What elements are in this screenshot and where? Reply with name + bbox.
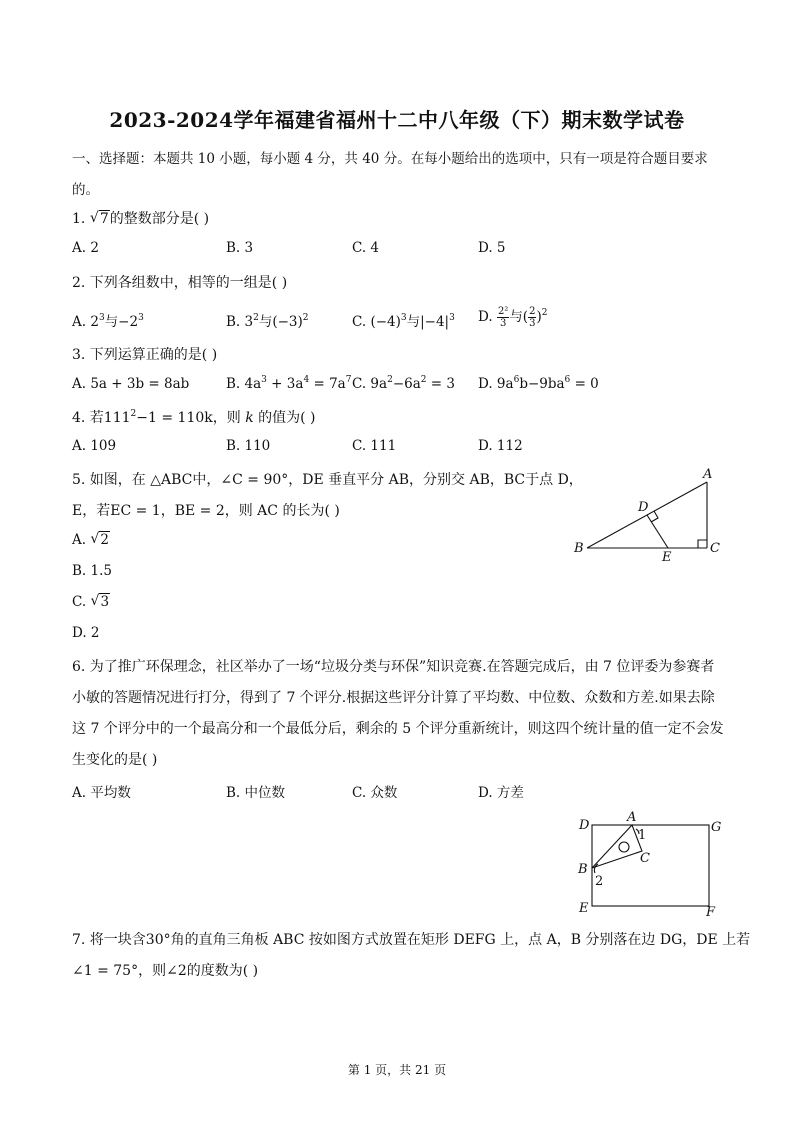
question-7-figure	[570, 808, 730, 923]
question-4: 4. 若$111^2-1 = 110k$，则 k 的值为( )	[72, 409, 316, 426]
question-6-option-a: A. 平均数	[72, 785, 131, 801]
question-1-text: 的整数部分是( )	[109, 211, 210, 227]
question-1-number: 1.	[72, 211, 86, 227]
label-e: E	[662, 550, 672, 565]
question-5-figure	[565, 462, 735, 567]
label-f: F	[706, 905, 716, 920]
question-5-line-1: 5. 如图，在 △ABC中，∠C = 90°，DE 垂直平分 AB，分别交 AB，BC于点 D，	[72, 472, 583, 488]
label-a: A	[627, 810, 637, 825]
question-5-option-c: C. √ 3	[72, 594, 110, 610]
question-6-line-3: 这 7 个评分中的一个最高分和一个最低分后，剩余的 5 个评分重新统计，则这四个统计量的值一定不会发	[72, 721, 724, 737]
question-6-option-d: D. 方差	[478, 785, 524, 801]
question-6-option-c: C. 众数	[352, 785, 398, 801]
segment-de	[647, 515, 668, 548]
section-instructions-line-1: 一、选择题：本题共 10 小题，每小题 4 分，共 40 分。在每小题给出的选项中，只有一项是符合题目要求	[72, 151, 708, 167]
triangle-hole	[619, 842, 629, 852]
question-5-line-2: E，若EC = 1，BE = 2，则 AC 的长为( )	[72, 503, 340, 519]
fraction: $\frac{2}{3}$	[529, 306, 536, 329]
question-3-option-d: D. $9a^6b-9ba^6 = 0$	[478, 375, 599, 392]
question-3-option-c: C. $9a^2-6a^2 = 3$	[352, 375, 455, 392]
label-c: C	[710, 541, 720, 556]
question-4-option-a: A. 109	[72, 438, 117, 454]
label-d: D	[638, 500, 649, 515]
question-5-option-d: D. 2	[72, 625, 100, 641]
question-6-line-1: 6. 为了推广环保理念，社区举办了一场“垃圾分类与环保”知识竞赛.在答题完成后，由 7 位评委为参赛者	[72, 659, 715, 675]
question-7-line-2: ∠1 = 75°，则∠2的度数为( )	[72, 963, 259, 979]
question-1	[72, 208, 209, 228]
question-6-line-2: 小敏的答题情况进行打分，得到了 7 个评分.根据这些评分计算了平均数、中位数、众数和方差.如果去除	[72, 690, 715, 706]
question-6-line-4: 生变化的是( )	[72, 752, 158, 768]
question-5-option-b: B. 1.5	[72, 563, 112, 579]
question-6-option-b: B. 中位数	[226, 785, 286, 801]
question-3-option-a: A. 5a + 3b = 8ab	[72, 376, 190, 392]
label-e: E	[579, 901, 589, 916]
question-1-option-a: A. 2	[72, 240, 99, 256]
question-1-option-c: C. 4	[352, 240, 380, 256]
question-2-option-c: C. $(-4)^3$与$|-4|^3$	[352, 313, 455, 330]
question-7-line-1: 7. 将一块含30°角的直角三角板 ABC 按如图方式放置在矩形 DEFG 上，点 A，B 分别落在边 DG，DE 上若	[72, 932, 751, 948]
question-5-option-a: A. √ 2	[72, 532, 110, 548]
question-3-option-b: B. $4a^3 + 3a^4 = 7a^7$	[226, 375, 352, 392]
label-c: C	[640, 851, 650, 866]
question-3: 3. 下列运算正确的是( )	[72, 347, 218, 363]
question-4-option-d: D. 112	[478, 438, 523, 454]
section-instructions-line-2: 的。	[72, 182, 99, 198]
label-angle-2: 2	[595, 874, 604, 889]
question-1-option-d: D. 5	[478, 240, 506, 256]
question-2-option-b: B. $3^2$与$(-3)^2$	[226, 313, 309, 330]
label-g: G	[711, 820, 722, 835]
sqrt-symbol: √ 3	[90, 594, 110, 610]
question-2-option-d: D. $\frac{\text{2²}}{3}$ 与( $\frac{2}{3}$ )$^2$	[478, 306, 548, 329]
page-title: 2023-2024学年福建省福州十二中八年级（下）期末数学试卷	[109, 108, 685, 132]
label-b: B	[578, 862, 588, 877]
rectangle-defg	[592, 825, 709, 906]
fraction: $\frac{\text{2²}}{3}$	[497, 306, 509, 329]
right-angle-mark-c	[698, 540, 707, 548]
label-b: B	[574, 541, 584, 556]
sqrt-symbol: √ 2	[90, 532, 110, 548]
question-4-option-b: B. 110	[226, 438, 271, 454]
question-1-radicand: 7	[99, 211, 109, 227]
triangle-abc	[592, 825, 642, 868]
question-2: 2. 下列各组数中，相等的一组是( )	[72, 275, 288, 291]
question-2-option-a: A. $2^3$与$-2^3$	[72, 313, 144, 330]
label-d: D	[579, 818, 590, 833]
question-4-option-c: C. 111	[352, 438, 397, 454]
label-angle-1: 1	[638, 828, 647, 843]
sqrt-symbol	[90, 211, 110, 227]
label-a: A	[703, 467, 713, 482]
page-footer: 第 1 页，共 21 页	[347, 1063, 447, 1077]
question-1-option-b: B. 3	[226, 240, 254, 256]
